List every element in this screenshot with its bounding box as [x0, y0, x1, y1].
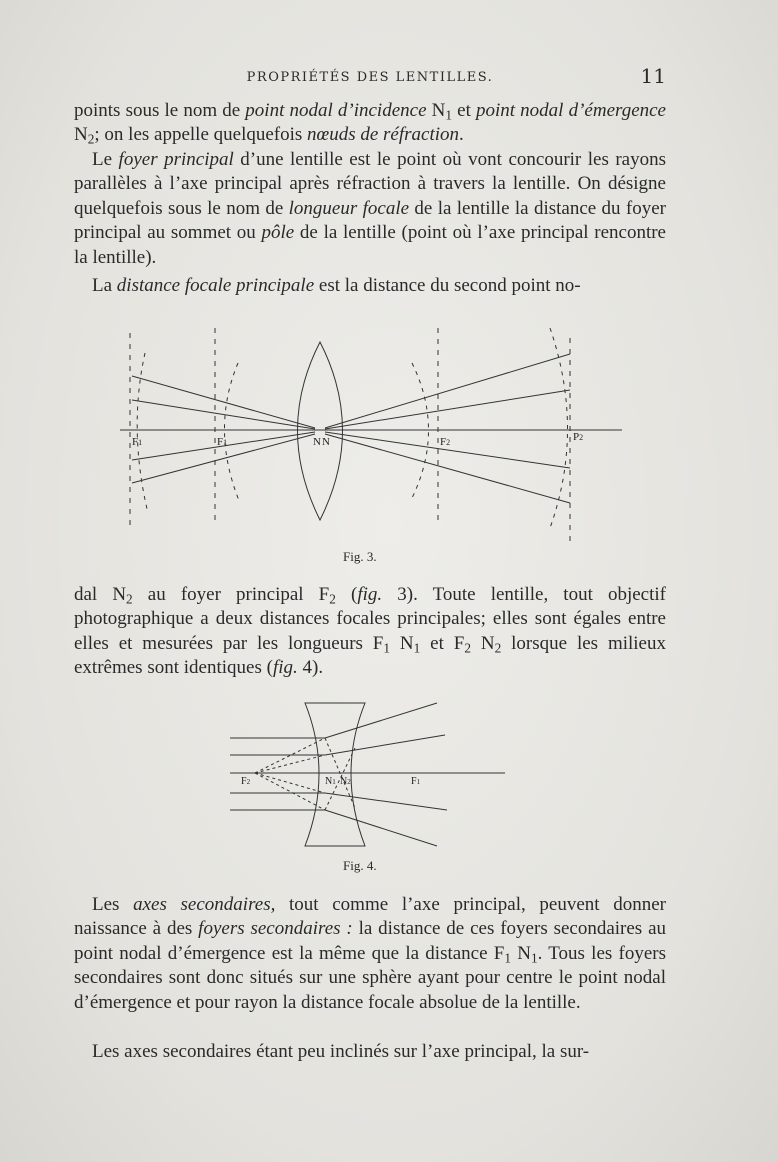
page-header: [74, 64, 666, 92]
converging-lens-outline: [298, 342, 343, 520]
paragraph-principal-focus: Le foyer principal d’une lentille est le point où vont concourir les rayons parallèles à l’axe principal après réfraction à travers la lentille. On désigne quelquefois sous le nom de longueur focale de la lentille la distance du foyer principal au sommet ou pôle de la lentille (point où l’axe principal rencontre la lentille).: [74, 149, 667, 268]
paragraph-two-focal-distances: dal $N_2$ au foyer principal $F_2$ (fig. 3). Toute lentille, tout objectif photographique a deux distances focales principales; elles sont égales entre elles et mesurées par les longueurs $F_1$ $N_1$ et $F_2$ $N_2$ lorsque les milieux extrêmes sont identiques (fig. 4).: [74, 584, 667, 679]
label-f1-inner: F1: [217, 436, 228, 448]
label-f2-right: P2: [573, 431, 584, 443]
paragraph-secondary-axes-inclination: Les axes secondaires étant peu inclinés sur l’axe principal, la sur-: [92, 1041, 590, 1062]
label-n1-n2: NN: [313, 436, 330, 448]
running-head: PROPRIÉTÉS DES LENTILLES.: [246, 70, 494, 85]
label-f-right: F1: [411, 776, 421, 787]
paragraph-secondary-axes: Les axes secondaires, tout comme l’axe principal, peuvent donner naissance à des foyers secondaires : la distance de ces foyers secondaires au point nodal d’émergence est la même que la distance $F_1$ $N_1$. Tous les foyers secondaires sont donc situés sur une sphère ayant pour centre le point nodal d’émergence et pour rayon la distance focale absolue de la lentille.: [74, 894, 667, 1013]
paragraph-focal-distance-start: La distance focale principale est la distance du second point no-: [92, 275, 581, 296]
label-n2: N2: [340, 776, 351, 787]
figure-3-caption: Fig. 3.: [343, 549, 377, 564]
paragraph-nodal-points: points sous le nom de point nodal d’incidence $N_1$ et point nodal d’émergence $N_2$; on les appelle quelquefois nœuds de réfraction.: [74, 100, 666, 147]
figure-4-diverging-lens: [225, 698, 515, 853]
page-number: 11: [640, 64, 666, 88]
label-f1-left: F1: [132, 436, 143, 448]
label-f-left: F2: [241, 776, 251, 787]
figure-4-caption: Fig. 4.: [343, 858, 377, 873]
diverging-lens-outline: [305, 703, 365, 846]
figure-3-converging-lens: [110, 318, 630, 548]
label-f2-inner: F2: [440, 436, 451, 448]
label-n1: N1: [325, 776, 336, 787]
